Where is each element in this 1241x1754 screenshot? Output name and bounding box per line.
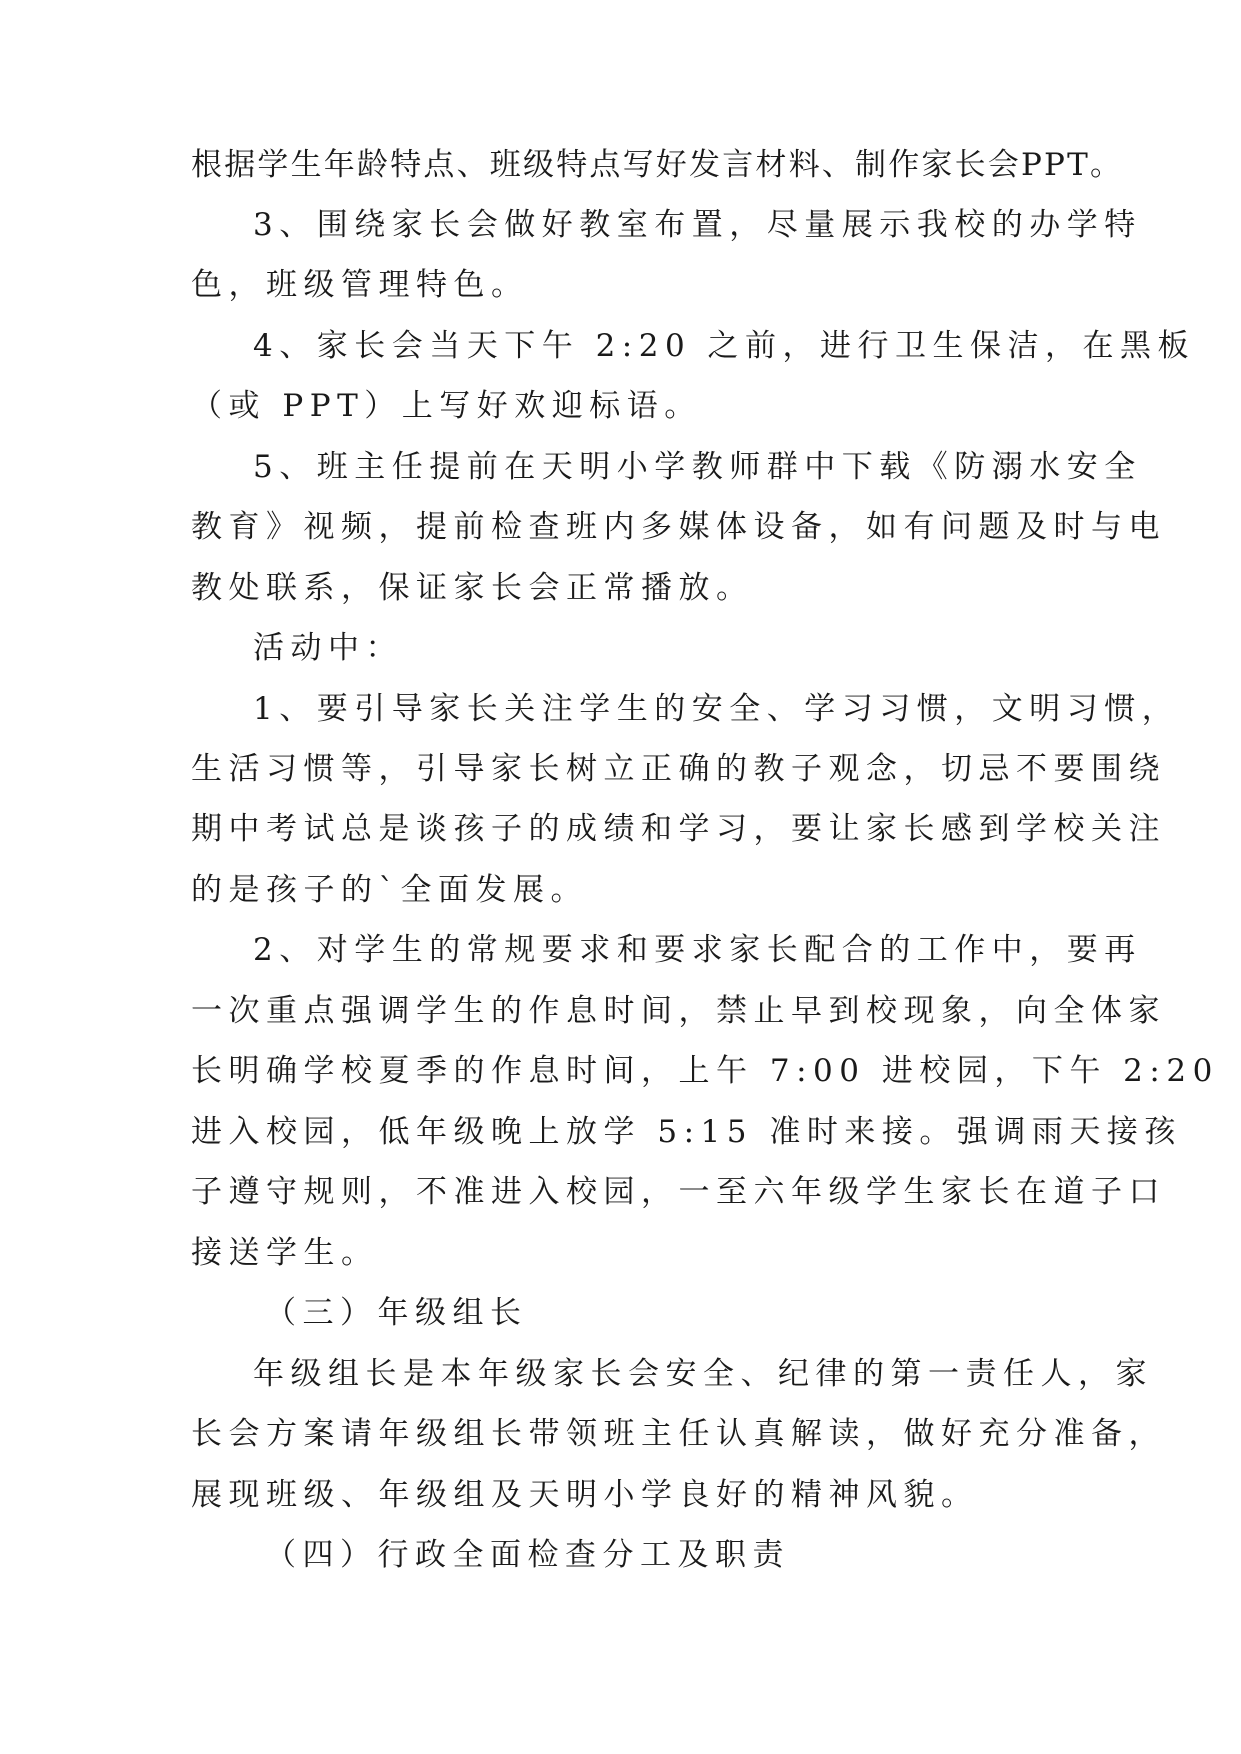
text-line: （或 PPT）上写好欢迎标语。 [191,388,702,424]
section-heading: （四）行政全面检查分工及职责 [265,1537,790,1573]
text-line: 接送学生。 [191,1235,379,1271]
text-line: 教育》视频，提前检查班内多媒体设备，如有问题及时与电 [191,509,1166,545]
text-line: 长会方案请年级组长带领班主任认真解读，做好充分准备， [191,1416,1166,1452]
text-line: 根据学生年龄特点、班级特点写好发言材料、制作家长会PPT。 [191,147,1124,183]
text-line: 教处联系，保证家长会正常播放。 [191,570,754,606]
text-line: 子遵守规则，不准进入校园，一至六年级学生家长在道子口 [191,1174,1166,1210]
text-line: 色，班级管理特色。 [191,267,529,303]
text-line: 期中考试总是谈孩子的成绩和学习，要让家长感到学校关注 [191,811,1166,847]
text-line: 生活习惯等，引导家长树立正确的教子观念，切忌不要围绕 [191,751,1166,787]
text-line: 5、班主任提前在天明小学教师群中下载《防溺水安全 [253,449,1142,485]
text-line: 一次重点强调学生的作息时间，禁止早到校现象，向全体家 [191,993,1166,1029]
text-line: 进入校园，低年级晚上放学 5:15 准时来接。强调雨天接孩 [191,1114,1182,1150]
text-line: 4、家长会当天下午 2:20 之前，进行卫生保洁，在黑板 [253,328,1196,364]
section-label: 活动中： [253,630,403,666]
text-line: 长明确学校夏季的作息时间，上午 7:00 进校园，下午 2:20 [191,1053,1219,1089]
text-line: 的是孩子的`全面发展。 [191,872,588,908]
text-line: 1、要引导家长关注学生的安全、学习习惯，文明习惯， [253,691,1180,727]
text-line: 2、对学生的常规要求和要求家长配合的工作中，要再 [253,932,1142,968]
section-heading: （三）年级组长 [265,1295,528,1331]
text-line: 年级组长是本年级家长会安全、纪律的第一责任人，家 [253,1356,1153,1392]
text-line: 3、围绕家长会做好教室布置，尽量展示我校的办学特 [253,207,1142,243]
text-line: 展现班级、年级组及天明小学良好的精神风貌。 [191,1477,979,1513]
